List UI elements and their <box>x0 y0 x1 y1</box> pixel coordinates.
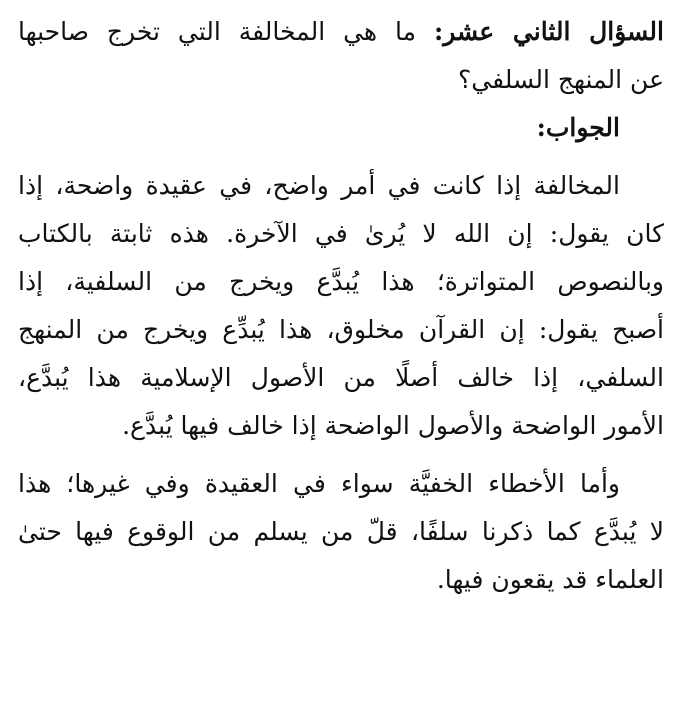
question-line-1 <box>18 8 664 56</box>
question-title: السؤال الثاني عشر: <box>433 17 664 46</box>
spacer <box>18 152 664 162</box>
document-page <box>18 8 664 604</box>
question-text-1: ما هي المخالفة التي تخرج صاحبها <box>18 17 417 46</box>
paragraph-2-line-1: وأما الأخطاء الخفيَّة سواء في العقيدة وفي غيرها؛ هذا <box>18 469 620 498</box>
paragraph-1-line-1: المخالفة إذا كانت في أمر واضح، في عقيدة واضحة، إذا <box>18 171 620 200</box>
spacer <box>18 450 664 460</box>
paragraph-1-line-5: السلفي، إذا خالف أصلًا من الأصول الإسلامية هذا يُبدَّع، <box>18 363 664 392</box>
paragraph-1-line-6: الأمور الواضحة والأصول الواضحة إذا خالف فيها يُبدَّع. <box>122 411 664 440</box>
paragraph-1-line-4: أصبح يقول: إن القرآن مخلوق، هذا يُبدِّع ويخرج من المنهج <box>18 315 664 344</box>
paragraph-1-line-2: كان يقول: إن الله لا يُرىٰ في الآخرة. هذه ثابتة بالكتاب <box>18 219 664 248</box>
paragraph-2-line-3: العلماء قد يقعون فيها. <box>436 565 664 594</box>
paragraph-2-line-2: لا يُبدَّع كما ذكرنا سلفًا، قلّ من يسلم من الوقوع فيها حتىٰ <box>18 517 664 546</box>
question-line-2: عن المنهج السلفي؟ <box>458 65 664 94</box>
paragraph-1-line-3: وبالنصوص المتواترة؛ هذا يُبدَّع ويخرج من السلفية، إذا <box>18 267 664 296</box>
answer-label: الجواب: <box>536 113 620 142</box>
